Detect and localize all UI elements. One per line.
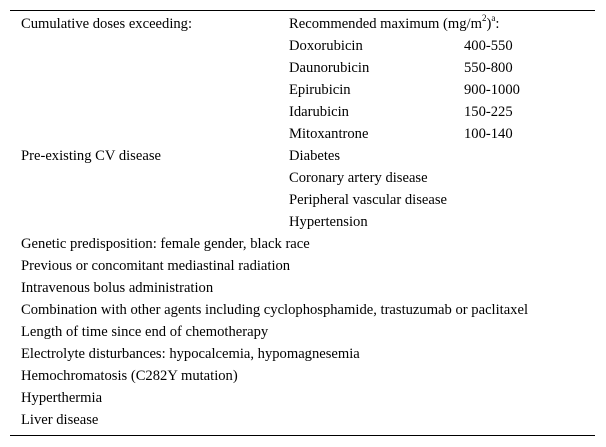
drug-dose: 900-1000 <box>464 82 520 98</box>
risk-factor-row: Hyperthermia <box>21 390 103 406</box>
risk-factor-row: Genetic predisposition: female gender, black race <box>21 236 310 252</box>
drug-name: Idarubicin <box>289 104 349 120</box>
recommended-maximum-header: Recommended maximum $(mg/m^2)^a$: <box>289 13 500 32</box>
risk-factor-row: Electrolyte disturbances: hypocalcemia, hypomagnesemia <box>21 346 360 362</box>
drug-dose: 100-140 <box>464 126 513 142</box>
drug-name: Mitoxantrone <box>289 126 369 142</box>
risk-factor-table <box>10 10 595 436</box>
drug-name: Daunorubicin <box>289 60 370 76</box>
cv-disease-item: Hypertension <box>289 214 368 230</box>
risk-factor-row: Combination with other agents including cyclophosphamide, trastuzumab or paclitaxel <box>21 302 529 318</box>
risk-factor-row: Hemochromatosis (C282Y mutation) <box>21 368 238 384</box>
drug-dose: 400-550 <box>464 38 513 54</box>
risk-factor-row: Length of time since end of chemotherapy <box>21 324 269 340</box>
cv-disease-item: Peripheral vascular disease <box>289 192 448 208</box>
cv-disease-label: Pre-existing CV disease <box>21 148 161 164</box>
drug-dose: 550-800 <box>464 60 513 76</box>
cumulative-doses-label: Cumulative doses exceeding: <box>21 16 193 32</box>
risk-factor-row: Previous or concomitant mediastinal radiation <box>21 258 291 274</box>
cv-disease-item: Coronary artery disease <box>289 170 428 186</box>
drug-name: Epirubicin <box>289 82 351 98</box>
drug-name: Doxorubicin <box>289 38 363 54</box>
risk-factor-row: Liver disease <box>21 412 99 428</box>
risk-factor-row: Intravenous bolus administration <box>21 280 214 296</box>
cv-disease-item: Diabetes <box>289 148 341 164</box>
drug-dose: 150-225 <box>464 104 513 120</box>
